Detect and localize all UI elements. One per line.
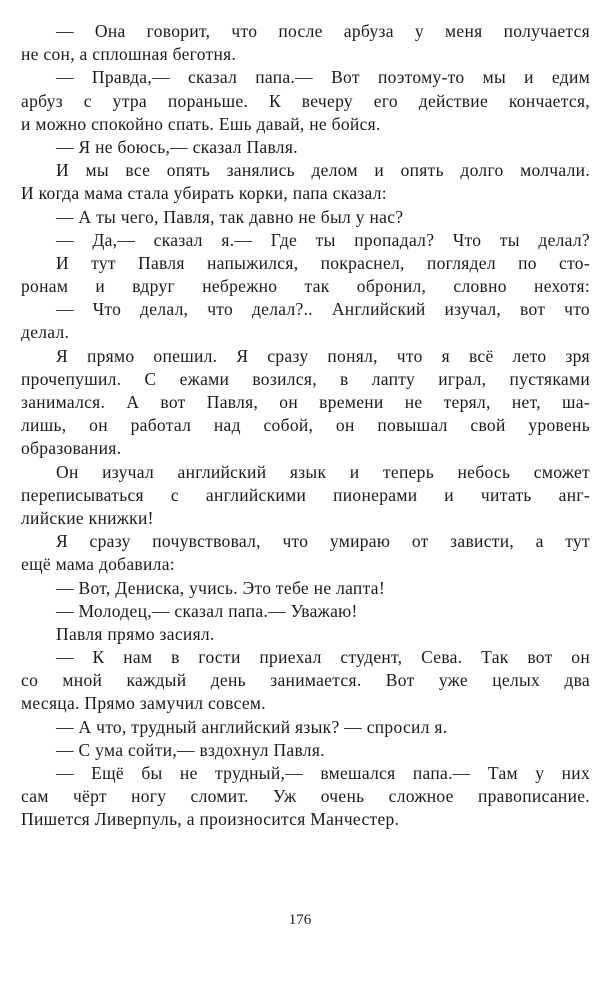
text-line: делал. — [21, 322, 70, 343]
text-line: ещё мама добавила: — [21, 554, 175, 575]
text-line: — Она говорит, что после арбуза у меня получается — [56, 21, 590, 41]
text-line: — Правда,— сказал папа.— Вот поэтому-то мы и едим — [56, 67, 590, 88]
text-line: — Молодец,— сказал папа.— Уважаю! — [56, 600, 358, 621]
text-line: Он изучал английский язык и теперь небось сможет — [56, 461, 590, 482]
page-body-text — [21, 20, 590, 832]
text-line: месяца. Прямо замучил совсем. — [21, 693, 266, 714]
text-line: И мы все опять занялись делом и опять долго молчали. — [56, 160, 590, 181]
text-line: переписываться с английскими пионерами и читать анг- — [21, 484, 590, 505]
text-line: — Вот, Дениска, учись. Это тебе не лапта! — [56, 577, 385, 598]
text-line: занимался. А вот Павля, он времени не терял, нет, ша- — [21, 392, 590, 412]
text-line: Пишется Ливерпуль, а произносится Манчестер. — [21, 809, 400, 830]
text-line: со мной каждый день занимается. Вот уже целых два — [21, 670, 590, 691]
text-line: лийские книжки! — [21, 507, 154, 528]
text-line: И когда мама стала убирать корки, папа сказал: — [21, 183, 387, 204]
text-line: — Я не боюсь,— сказал Павля. — [56, 136, 298, 157]
text-line: — А ты чего, Павля, так давно не был у нас? — [56, 206, 404, 227]
text-line: арбуз с утра пораньше. К вечеру его действие кончается, — [21, 90, 590, 111]
text-line: — Да,— сказал я.— Где ты пропадал? Что ты делал? — [56, 229, 590, 250]
text-line: — Ещё бы не трудный,— вмешался папа.— Там у них — [56, 763, 590, 783]
page-number: 176 — [288, 912, 312, 928]
text-line: Я прямо опешил. Я сразу понял, что я всё лето зря — [56, 345, 590, 366]
text-line: образования. — [21, 438, 122, 459]
text-line: сам чёрт ногу сломит. Уж очень сложное правописание. — [21, 786, 590, 807]
text-line: — Что делал, что делал?.. Английский изучал, вот что — [56, 299, 590, 320]
text-line: — К нам в гости приехал студент, Сева. Так вот он — [56, 647, 590, 668]
text-line: — А что, трудный английский язык? — спросил я. — [56, 716, 448, 737]
text-line: не сон, а сплошная беготня. — [21, 44, 237, 65]
text-line: Я сразу почувствовал, что умираю от зависти, а тут — [56, 531, 590, 552]
text-line: — С ума сойти,— вздохнул Павля. — [56, 739, 325, 760]
text-line: Павля прямо засиял. — [56, 623, 215, 644]
text-line: лишь, он работал над собой, он повышал свой уровень — [21, 415, 590, 436]
text-line: и можно спокойно спать. Ешь давай, не бойся. — [21, 113, 381, 134]
text-line: ронам и вдруг небрежно так обронил, словно нехотя: — [21, 276, 590, 297]
text-line: прочепушил. С ежами возился, в лапту играл, пустяками — [21, 368, 590, 389]
text-line: И тут Павля напыжился, покраснел, поглядел по сто- — [56, 252, 590, 273]
